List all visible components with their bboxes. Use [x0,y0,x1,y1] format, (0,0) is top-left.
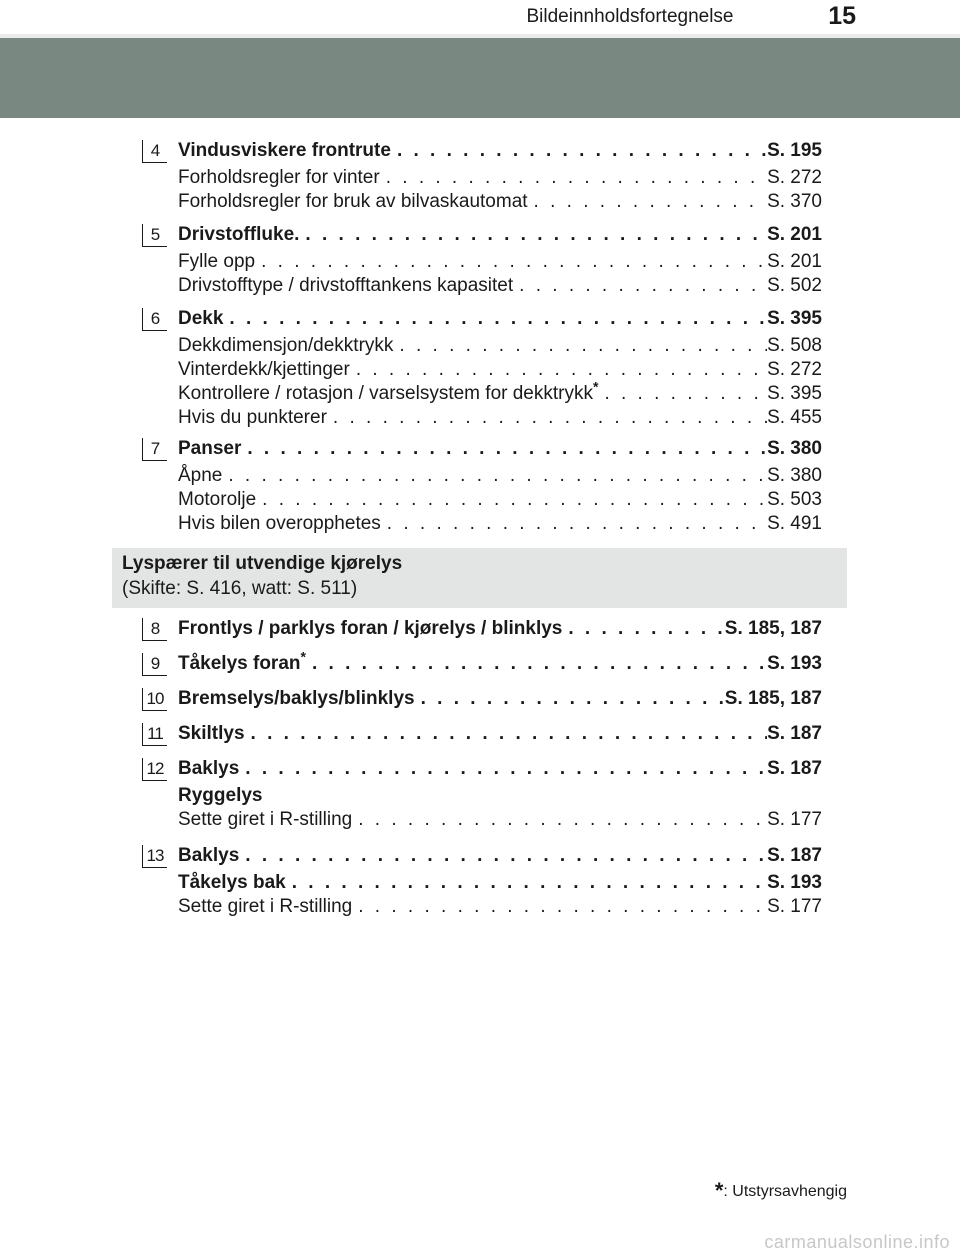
index-row [142,616,822,642]
index-row-text: Dekk [178,308,224,329]
index-row [142,808,822,832]
index-row-label [142,843,239,869]
index-row [142,843,822,869]
page-reference: S. 380 [767,438,822,459]
index-row-label [142,488,256,512]
index-row-label [142,138,391,164]
asterisk-marker: * [592,378,599,395]
index-row-label [142,436,241,462]
entry-number-marker: 12 [142,758,167,781]
page-reference: S. 185, 187 [724,688,822,709]
index-row [142,250,822,274]
entry-number-marker: 9 [142,653,167,676]
entry-number-marker: 13 [142,845,167,868]
index-row-text: Ryggelys [178,785,263,806]
index-row-label [142,784,262,808]
dot-leader [513,274,767,298]
page-reference: S. 508 [767,335,822,356]
index-row [142,378,822,406]
dot-leader [380,166,767,190]
page-reference: S. 177 [767,809,822,830]
page-reference: S. 187 [767,758,822,779]
index-row-label [142,464,222,488]
entry-number-marker: 11 [142,723,167,746]
section-band-lights [112,548,847,608]
dot-leader [241,436,767,462]
index-entry [142,721,822,749]
index-entry [142,843,822,919]
page-reference: S. 491 [767,513,822,534]
index-row [142,871,822,895]
index-row-text: Baklys [178,758,240,779]
entry-number-marker: 10 [142,688,167,711]
index-row-label [142,871,286,895]
index-entry [142,222,822,298]
dot-leader [286,871,767,895]
index-row-text: Skiltlys [178,723,245,744]
footnote-text: : Utstyrsavhengig [723,1183,847,1200]
index-row-text: Fylle opp [178,251,256,272]
section-subtitle: (Skifte: S. 416, watt: S. 511) [122,578,358,599]
entry-number-marker: 7 [142,438,167,461]
dot-leader [239,756,767,782]
page-number: 15 [828,2,856,30]
index-row-label [142,756,239,782]
index-row-label [142,222,299,248]
index-row-label [142,648,306,677]
index-row-label [142,334,393,358]
index-row [142,306,822,332]
page-reference: S. 395 [767,308,822,329]
index-row [142,895,822,919]
dot-leader [255,250,767,274]
watermark: carmanualsonline.info [764,1232,950,1252]
index-row-text: Forholdsregler for bruk av bilvaskautomat [178,191,528,212]
page-reference: S. 370 [767,191,822,212]
dot-leader [306,651,767,677]
dot-leader [239,843,767,869]
index-row [142,721,822,747]
entry-number-marker: 6 [142,308,167,331]
index-row [142,648,822,677]
index-row-text: Dekkdimensjon/dekktrykk [178,335,394,356]
index-row-label [142,166,380,190]
index-row-text: Forholdsregler for vinter [178,167,380,188]
dot-leader [350,358,767,382]
index-row-text: Hvis du punkterer [178,407,327,428]
index-entry [142,686,822,714]
running-header-title: Bildeinnholdsfortegnelse [526,6,734,27]
dot-leader [245,721,768,747]
index-row-text: Sette giret i R-stilling [178,896,353,917]
index-row [142,436,822,462]
page-reference: S. 201 [767,251,822,272]
index-entry [142,616,822,644]
index-row-label [142,895,352,919]
page-reference: S. 272 [767,167,822,188]
dot-leader [528,190,768,214]
dot-leader [381,512,767,536]
index-row-text: Vindusviskere frontrute [178,140,391,161]
page-reference: S. 193 [767,653,822,674]
index-row [142,334,822,358]
index-row-label [142,721,245,747]
index-row-label [142,190,528,214]
index-row-text: Sette giret i R-stilling [178,809,353,830]
page-reference: S. 503 [767,489,822,510]
index-row-label [142,378,599,406]
index-row-text: Tåkelys bak [178,872,286,893]
index-row-text: Tåkelys foran [178,653,301,674]
page-reference: S. 187 [767,845,822,866]
index-row-label [142,274,513,298]
index-row-label [142,250,255,274]
index-row-text: Panser [178,438,242,459]
index-entry [142,648,822,679]
dot-leader [256,488,767,512]
index-entry [142,306,822,430]
dot-leader [598,382,767,406]
dot-leader [352,895,767,919]
index-row-label [142,358,350,382]
index-row-text: Baklys [178,845,240,866]
page-reference: S. 502 [767,275,822,296]
index-row [142,222,822,248]
index-row-text: Frontlys / parklys foran / kjørelys / blinklys [178,618,563,639]
index-row [142,784,822,808]
index-row-text: Drivstofftype / drivstofftankens kapasitet [178,275,514,296]
index-row-label [142,512,381,536]
index-row [142,488,822,512]
index-row [142,756,822,782]
index-row [142,464,822,488]
header-band [0,38,960,118]
index-entry [142,436,822,536]
index-row-label [142,406,327,430]
dot-leader [562,616,724,642]
index-row-label [142,686,415,712]
dot-leader [223,306,767,332]
entry-number-marker: 5 [142,224,167,247]
section-title: Lyspærer til utvendige kjørelys [122,553,403,574]
index-row-label [142,808,352,832]
index-entry [142,138,822,214]
index-row [142,138,822,164]
index-row [142,358,822,382]
dot-leader [393,334,767,358]
page-reference: S. 455 [767,407,822,428]
dot-leader [222,464,767,488]
page-reference: S. 177 [767,896,822,917]
page-reference: S. 272 [767,359,822,380]
page-reference: S. 193 [767,872,822,893]
index-row [142,274,822,298]
index-row-text: Vinterdekk/kjettinger [178,359,350,380]
index-row-label [142,616,562,642]
footnote [715,1178,847,1204]
page-reference: S. 195 [767,140,822,161]
dot-leader [391,138,767,164]
entry-number-marker: 8 [142,618,167,641]
page-reference: S. 185, 187 [724,618,822,639]
index-row [142,512,822,536]
footnote-star: * [714,1178,724,1203]
dot-leader [352,808,767,832]
index-row [142,406,822,430]
index-row-label [142,306,223,332]
dot-leader [299,222,767,248]
index-row [142,166,822,190]
dot-leader [415,686,725,712]
index-row-text: Åpne [178,465,223,486]
page-reference: S. 201 [767,224,822,245]
index-row-text: Motorolje [178,489,257,510]
index-row [142,190,822,214]
page-reference: S. 187 [767,723,822,744]
entry-number-marker: 4 [142,140,167,163]
index-entry [142,756,822,832]
asterisk-marker: * [300,648,306,665]
dot-leader [327,406,767,430]
index-row [142,686,822,712]
page-reference: S. 380 [767,465,822,486]
index-row-text: Drivstoffluke. [178,224,300,245]
index-row-text: Bremselys/baklys/blinklys [178,688,415,709]
page-reference: S. 395 [767,383,822,404]
index-row-text: Kontrollere / rotasjon / varselsystem for dekktrykk [178,383,593,404]
index-row-text: Hvis bilen overopphetes [178,513,381,534]
